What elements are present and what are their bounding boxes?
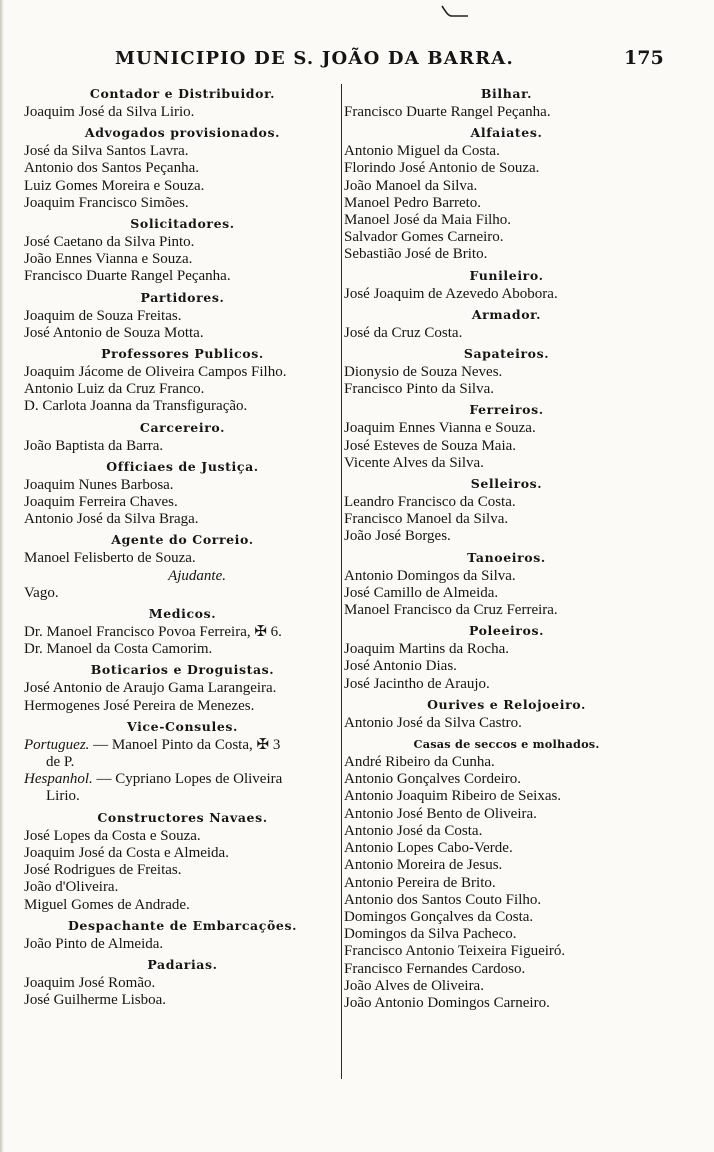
list-item: José Lopes da Costa e Souza.	[24, 827, 201, 844]
right-section	[344, 305, 669, 342]
left-section	[24, 604, 341, 658]
list-item: Dr. Manoel Francisco Povoa Ferreira, ✠ 6.	[24, 624, 282, 641]
left-section	[24, 288, 341, 342]
section-heading: Agente do Correio.	[111, 532, 254, 548]
list-item: Joaquim Ferreira Chaves.	[24, 494, 178, 511]
section-heading: Ferreiros.	[469, 402, 544, 418]
left-section	[24, 214, 341, 286]
list-item: Antonio Joaquim Ribeiro de Seixas.	[344, 788, 562, 805]
list-item: Joaquim Nunes Barbosa.	[24, 476, 174, 493]
list-item: Joaquim de Souza Freitas.	[24, 307, 182, 324]
section-heading: Bilhar.	[480, 86, 533, 101]
list-item: José Antonio de Araujo Gama Larangeira.	[24, 680, 277, 697]
list-item: Dr. Manoel da Costa Camorim.	[24, 641, 213, 658]
list-item: Antonio dos Santos Couto Filho.	[344, 891, 542, 908]
list-item: Joaquim José da Costa e Almeida.	[24, 844, 229, 861]
list-item: João Antonio Domingos Carneiro.	[344, 994, 550, 1011]
list-item: João Alves de Oliveira.	[344, 977, 484, 994]
consul-country: Hespanhol.	[24, 771, 93, 788]
list-item: Joaquim Jácome de Oliveira Campos Filho.	[24, 364, 287, 381]
left-section	[24, 418, 341, 455]
page-number: 175	[624, 47, 664, 69]
list-item: João Manoel da Silva.	[344, 177, 478, 194]
list-item: João Ennes Vianna e Souza.	[24, 251, 193, 268]
list-item: José Antonio Dias.	[344, 658, 457, 675]
section-heading: Professores Publicos.	[101, 346, 264, 362]
list-item: José Camillo de Almeida.	[344, 584, 499, 601]
list-item: José Jacintho de Araujo.	[344, 675, 490, 692]
right-section	[344, 400, 669, 472]
list-item: João d'Oliveira.	[24, 879, 119, 896]
list-item: José Antonio de Souza Motta.	[24, 324, 204, 341]
right-section	[344, 695, 669, 732]
left-section	[24, 123, 341, 212]
list-item: Manoel Francisco da Cruz Ferreira.	[344, 602, 558, 619]
list-item: João Baptista da Barra.	[24, 437, 164, 454]
section-heading: Ourives e Relojoeiro.	[427, 696, 586, 712]
list-item: Joaquim José Romão.	[24, 974, 156, 991]
right-section	[344, 621, 669, 693]
list-item: Joaquim Martins da Rocha.	[344, 641, 509, 658]
entry-line	[24, 771, 341, 788]
list-item: Francisco Duarte Rangel Peçanha.	[24, 268, 231, 285]
list-item: Miguel Gomes de Andrade.	[24, 896, 190, 913]
section-heading: Alfaiates.	[470, 125, 543, 141]
left-column	[24, 82, 341, 1009]
list-item: José da Cruz Costa.	[344, 324, 463, 341]
section-heading: Partidores.	[140, 289, 225, 305]
list-item: Florindo José Antonio de Souza.	[344, 160, 540, 177]
list-item: Antonio dos Santos Peçanha.	[24, 160, 199, 177]
section-heading: Boticarios e Droguistas.	[90, 662, 275, 678]
right-section	[344, 84, 669, 121]
list-item: Antonio Gonçalves Cordeiro.	[344, 771, 522, 788]
list-item: D. Carlota Joanna da Transfiguração.	[24, 398, 248, 415]
list-item: José Guilherme Lisboa.	[24, 992, 167, 1009]
list-item: Antonio Moreira de Jesus.	[344, 857, 503, 874]
list-item: Luiz Gomes Moreira e Souza.	[24, 177, 205, 194]
list-item: Joaquim Francisco Simões.	[24, 194, 189, 211]
section-heading: Officiaes de Justiça.	[106, 458, 259, 474]
list-item: Dionysio de Souza Neves.	[344, 364, 503, 381]
section-heading: Solicitadores.	[130, 216, 235, 232]
section-heading: Contador e Distribuidor.	[89, 86, 276, 101]
list-item: Vago.	[24, 584, 59, 601]
consul-name: — Manoel Pinto da Costa, ✠ 3	[89, 736, 281, 753]
left-section	[24, 530, 341, 602]
consul-name: — Cypriano Lopes de Oliveira	[92, 771, 283, 788]
list-item: José Rodrigues de Freitas.	[24, 862, 182, 879]
entry-continuation: de P.	[46, 754, 75, 771]
section-heading: Padarias.	[147, 956, 218, 972]
list-item: João José Borges.	[344, 528, 451, 545]
list-item: Domingos da Silva Pacheco.	[344, 926, 517, 943]
left-section	[24, 344, 341, 416]
list-item: Francisco Antonio Teixeira Figueiró.	[344, 943, 566, 960]
section-subheading: Ajudante.	[168, 567, 226, 584]
list-item: João Pinto de Almeida.	[24, 935, 164, 952]
list-item: Antonio Luiz da Cruz Franco.	[24, 381, 205, 398]
section-heading: Advogados provisionados.	[84, 125, 281, 141]
list-item: Salvador Gomes Carneiro.	[344, 229, 504, 246]
section-heading: Sapateiros.	[463, 346, 550, 362]
page-edge-shadow	[0, 0, 4, 1152]
list-item: Antonio José da Silva Castro.	[344, 714, 522, 731]
list-item: Antonio José da Silva Braga.	[24, 511, 199, 528]
left-section	[24, 955, 341, 1009]
section-heading: Funileiro.	[469, 267, 544, 283]
list-item: Antonio Domingos da Silva.	[344, 567, 516, 584]
page-header	[0, 40, 714, 74]
list-item: Leandro Francisco da Costa.	[344, 494, 516, 511]
consul-country: Portuguez.	[24, 736, 90, 753]
left-section	[24, 717, 341, 806]
list-item: Francisco Manoel da Silva.	[344, 511, 509, 528]
right-section	[344, 266, 669, 303]
list-item: José Caetano da Silva Pinto.	[24, 234, 195, 251]
list-item: Antonio Miguel da Costa.	[344, 143, 500, 160]
list-item: Antonio José Bento de Oliveira.	[344, 805, 537, 822]
section-heading: Carcereiro.	[139, 419, 226, 435]
list-item: Joaquim José da Silva Lirio.	[24, 104, 195, 120]
left-section	[24, 660, 341, 714]
column-divider	[341, 84, 342, 1079]
right-section	[344, 548, 669, 620]
list-item: José Esteves de Souza Maia.	[344, 437, 517, 454]
right-column	[344, 82, 669, 1012]
left-section	[24, 808, 341, 914]
left-section	[24, 84, 341, 121]
section-heading: Constructores Navaes.	[97, 809, 268, 825]
list-item: Antonio José da Costa.	[344, 822, 483, 839]
list-item: Domingos Gonçalves da Costa.	[344, 908, 534, 925]
pen-mark-icon	[440, 4, 470, 20]
list-item: Vicente Alves da Silva.	[344, 454, 484, 471]
list-item: André Ribeiro da Cunha.	[344, 754, 495, 771]
section-heading: Tanoeiros.	[467, 549, 546, 565]
entry-continuation: Lirio.	[46, 788, 80, 805]
list-item: José Joaquim de Azevedo Abobora.	[344, 285, 558, 302]
list-item: Manoel José da Maia Filho.	[344, 212, 512, 229]
section-heading: Despachante de Embarcações.	[67, 917, 298, 933]
consul-entry	[24, 737, 341, 771]
right-section	[344, 123, 669, 263]
list-item: José da Silva Santos Lavra.	[24, 143, 189, 160]
left-section	[24, 457, 341, 529]
list-item: Francisco Duarte Rangel Peçanha.	[344, 104, 551, 120]
list-item: Antonio Pereira de Brito.	[344, 874, 496, 891]
list-item: Hermogenes José Pereira de Menezes.	[24, 697, 255, 714]
section-heading: Casas de seccos e molhados.	[413, 737, 600, 752]
list-item: Manoel Pedro Barreto.	[344, 194, 482, 211]
page-title: MUNICIPIO DE S. JOÃO DA BARRA.	[115, 48, 514, 69]
section-heading: Poleeiros.	[468, 623, 545, 639]
list-item: Manoel Felisberto de Souza.	[24, 550, 196, 567]
section-heading: Armador.	[471, 306, 542, 322]
right-section	[344, 474, 669, 546]
section-heading: Selleiros.	[470, 476, 543, 492]
list-item: Sebastião José de Brito.	[344, 246, 488, 263]
list-item: Antonio Lopes Cabo-Verde.	[344, 840, 513, 857]
section-heading: Medicos.	[148, 606, 217, 622]
list-item: Joaquim Ennes Vianna e Souza.	[344, 420, 536, 437]
left-section	[24, 916, 341, 953]
consul-entry	[24, 771, 341, 805]
list-item: Francisco Pinto da Silva.	[344, 381, 494, 398]
list-item: Francisco Fernandes Cardoso.	[344, 960, 526, 977]
right-section	[344, 344, 669, 398]
section-heading: Vice-Consules.	[127, 718, 238, 734]
right-section	[344, 734, 669, 1012]
entry-line	[24, 737, 341, 754]
